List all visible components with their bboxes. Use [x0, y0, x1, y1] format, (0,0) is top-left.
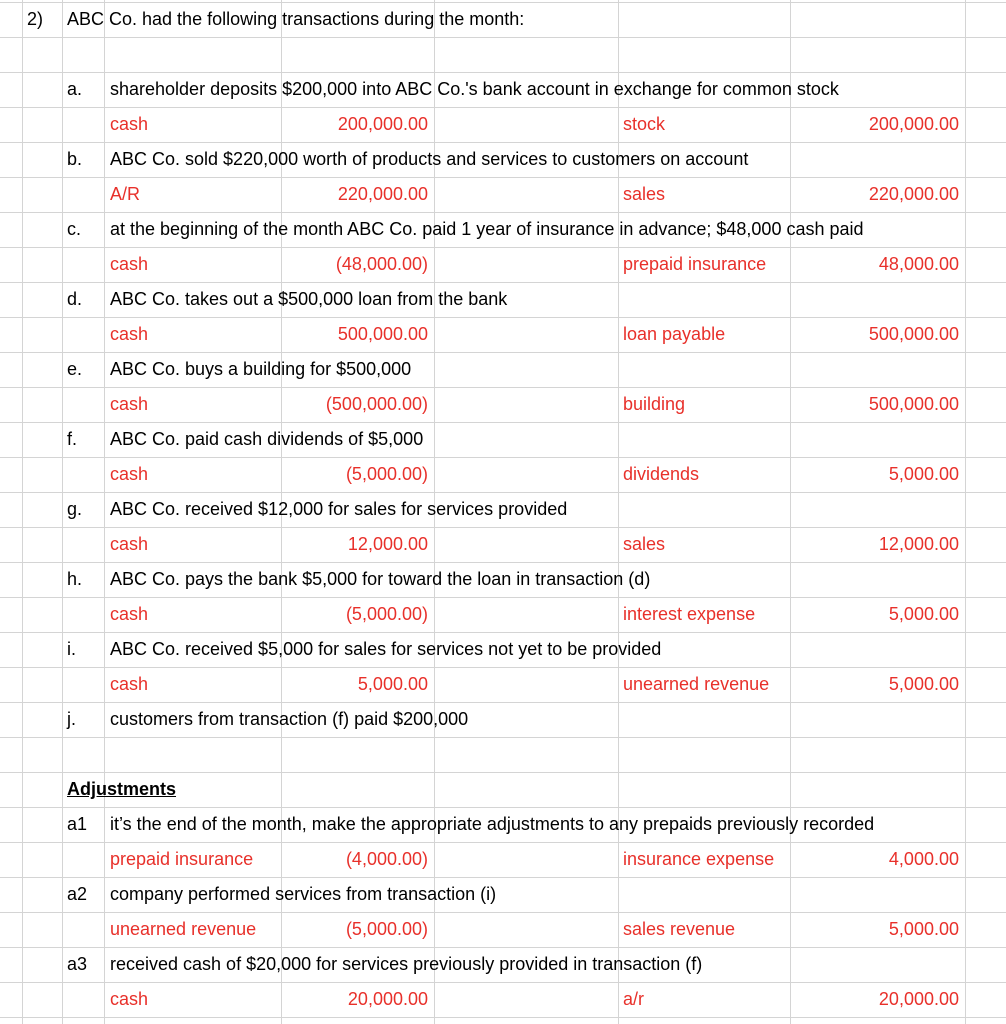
adjustment-row — [0, 877, 1006, 912]
transaction-description[interactable]: ABC Co. takes out a $500,000 loan from the bank — [110, 289, 508, 309]
entry-account-2[interactable]: unearned revenue — [623, 674, 770, 694]
entry-amount-1[interactable]: 200,000.00 — [337, 114, 428, 134]
question-row — [0, 2, 1006, 37]
entry-amount-1[interactable]: (48,000.00) — [335, 254, 428, 274]
transaction-label[interactable]: i. — [67, 639, 76, 659]
transaction-description[interactable]: customers from transaction (f) paid $200,000 — [110, 709, 469, 729]
entry-account-2[interactable]: sales revenue — [623, 919, 736, 939]
transaction-row — [0, 352, 1006, 387]
entry-account-2[interactable]: interest expense — [623, 604, 756, 624]
entry-account-2[interactable]: a/r — [623, 989, 645, 1009]
adjustment-description[interactable]: it’s the end of the month, make the appropriate adjustments to any prepaids previously recorded — [110, 814, 875, 834]
transaction-label[interactable]: h. — [67, 569, 83, 589]
entry-account-1[interactable]: cash — [110, 324, 149, 344]
entry-account-1[interactable]: cash — [110, 534, 149, 554]
transaction-description[interactable]: ABC Co. received $5,000 for sales for services not yet to be provided — [110, 639, 662, 659]
entry-amount-1[interactable]: 20,000.00 — [347, 989, 428, 1009]
transaction-label[interactable]: e. — [67, 359, 83, 379]
entry-amount-2[interactable]: 4,000.00 — [888, 849, 959, 869]
gridline-row — [0, 737, 1006, 738]
journal-entry-row — [0, 597, 1006, 632]
adjustment-row — [0, 807, 1006, 842]
transaction-label[interactable]: g. — [67, 499, 83, 519]
entry-account-1[interactable]: cash — [110, 604, 149, 624]
transaction-row — [0, 282, 1006, 317]
entry-amount-2[interactable]: 12,000.00 — [878, 534, 959, 554]
entry-account-1[interactable]: prepaid insurance — [110, 849, 254, 869]
transaction-label[interactable]: d. — [67, 289, 83, 309]
transaction-row — [0, 422, 1006, 457]
transaction-description[interactable]: at the beginning of the month ABC Co. paid 1 year of insurance in advance; $48,000 cash paid — [110, 219, 864, 239]
adjustment-label[interactable]: a3 — [67, 954, 88, 974]
question-number[interactable]: 2) — [27, 9, 44, 29]
entry-amount-1[interactable]: 5,000.00 — [357, 674, 428, 694]
entry-account-2[interactable]: building — [623, 394, 686, 414]
adjustment-label[interactable]: a1 — [67, 814, 88, 834]
transaction-label[interactable]: b. — [67, 149, 83, 169]
entry-account-1[interactable]: cash — [110, 114, 149, 134]
entry-amount-2[interactable]: 200,000.00 — [868, 114, 959, 134]
entry-amount-1[interactable]: (5,000.00) — [345, 919, 428, 939]
entry-amount-2[interactable]: 5,000.00 — [888, 919, 959, 939]
transaction-description[interactable]: ABC Co. paid cash dividends of $5,000 — [110, 429, 424, 449]
transaction-description[interactable]: ABC Co. sold $220,000 worth of products and services to customers on account — [110, 149, 749, 169]
journal-entry-row — [0, 387, 1006, 422]
transaction-description[interactable]: ABC Co. pays the bank $5,000 for toward the loan in transaction (d) — [110, 569, 651, 589]
entry-amount-2[interactable]: 20,000.00 — [878, 989, 959, 1009]
transaction-row — [0, 72, 1006, 107]
entry-account-2[interactable]: stock — [623, 114, 666, 134]
transaction-label[interactable]: f. — [67, 429, 78, 449]
entry-amount-1[interactable]: 500,000.00 — [337, 324, 428, 344]
adjustments-header[interactable]: Adjustments — [67, 779, 177, 799]
entry-amount-2[interactable]: 5,000.00 — [888, 604, 959, 624]
entry-amount-2[interactable]: 500,000.00 — [868, 394, 959, 414]
entry-amount-1[interactable]: (4,000.00) — [345, 849, 428, 869]
entry-amount-2[interactable]: 48,000.00 — [878, 254, 959, 274]
entry-account-1[interactable]: A/R — [110, 184, 141, 204]
adjustment-row — [0, 947, 1006, 982]
entry-account-2[interactable]: prepaid insurance — [623, 254, 767, 274]
journal-entry-row — [0, 107, 1006, 142]
entry-account-1[interactable]: unearned revenue — [110, 919, 257, 939]
adjustment-label[interactable]: a2 — [67, 884, 88, 904]
journal-entry-row — [0, 667, 1006, 702]
transaction-description[interactable]: shareholder deposits $200,000 into ABC Co.'s bank account in exchange for common stock — [110, 79, 839, 99]
gridline-row — [0, 1017, 1006, 1018]
transaction-row — [0, 702, 1006, 737]
transaction-label[interactable]: a. — [67, 79, 83, 99]
transaction-row — [0, 562, 1006, 597]
journal-entry-row — [0, 247, 1006, 282]
entry-amount-1[interactable]: (5,000.00) — [345, 604, 428, 624]
entry-amount-2[interactable]: 220,000.00 — [868, 184, 959, 204]
question-prompt[interactable]: ABC Co. had the following transactions during the month: — [67, 9, 525, 29]
transaction-row — [0, 142, 1006, 177]
entry-amount-2[interactable]: 5,000.00 — [888, 464, 959, 484]
journal-entry-row — [0, 527, 1006, 562]
journal-entry-row — [0, 912, 1006, 947]
entry-account-1[interactable]: cash — [110, 674, 149, 694]
entry-amount-1[interactable]: 220,000.00 — [337, 184, 428, 204]
transaction-label[interactable]: j. — [67, 709, 76, 729]
entry-amount-1[interactable]: (5,000.00) — [345, 464, 428, 484]
entry-account-2[interactable]: dividends — [623, 464, 700, 484]
entry-amount-2[interactable]: 500,000.00 — [868, 324, 959, 344]
gridline-row — [0, 37, 1006, 38]
entry-account-2[interactable]: sales — [623, 534, 666, 554]
journal-entry-row — [0, 982, 1006, 1017]
entry-account-2[interactable]: sales — [623, 184, 666, 204]
journal-entry-row — [0, 177, 1006, 212]
transaction-description[interactable]: ABC Co. received $12,000 for sales for services provided — [110, 499, 568, 519]
entry-account-1[interactable]: cash — [110, 464, 149, 484]
journal-entry-row — [0, 457, 1006, 492]
transaction-row — [0, 632, 1006, 667]
adjustment-description[interactable]: received cash of $20,000 for services previously provided in transaction (f) — [110, 954, 703, 974]
entry-account-1[interactable]: cash — [110, 254, 149, 274]
adjustment-description[interactable]: company performed services from transaction (i) — [110, 884, 497, 904]
transaction-label[interactable]: c. — [67, 219, 82, 239]
transaction-row — [0, 212, 1006, 247]
transaction-row — [0, 492, 1006, 527]
journal-entry-row — [0, 317, 1006, 352]
entry-account-2[interactable]: insurance expense — [623, 849, 775, 869]
entry-amount-2[interactable]: 5,000.00 — [888, 674, 959, 694]
transaction-description[interactable]: ABC Co. buys a building for $500,000 — [110, 359, 412, 379]
journal-entry-row — [0, 842, 1006, 877]
adjustments-header-row — [0, 772, 1006, 807]
entry-amount-1[interactable]: (500,000.00) — [325, 394, 428, 414]
entry-account-1[interactable]: cash — [110, 989, 149, 1009]
entry-amount-1[interactable]: 12,000.00 — [347, 534, 428, 554]
entry-account-1[interactable]: cash — [110, 394, 149, 414]
entry-account-2[interactable]: loan payable — [623, 324, 726, 344]
